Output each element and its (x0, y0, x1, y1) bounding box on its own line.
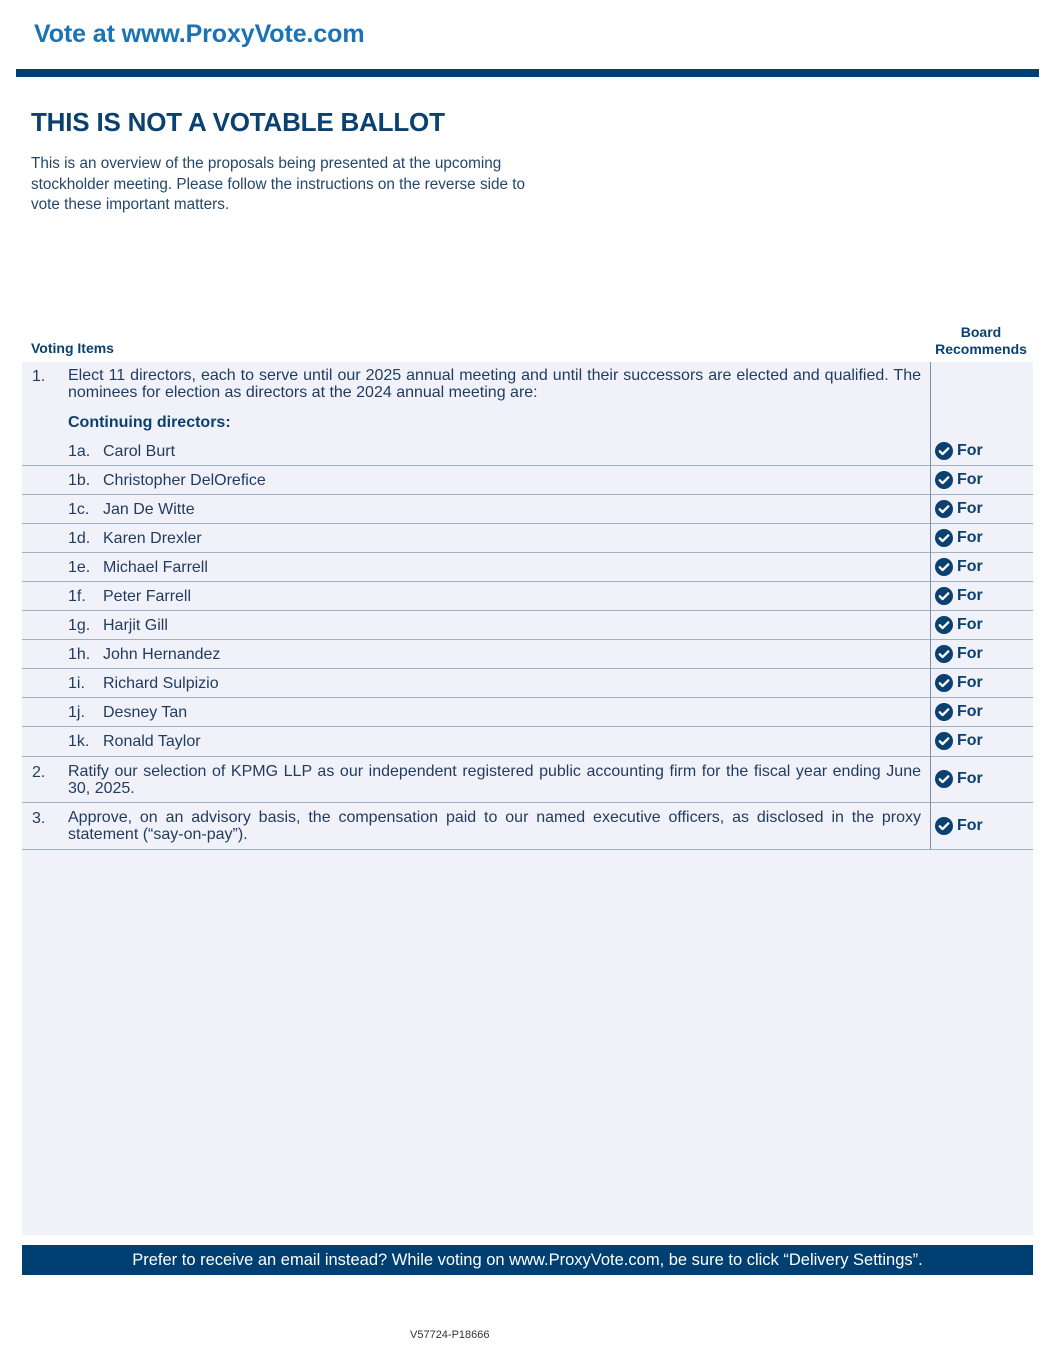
nominee-number: 1a. (68, 443, 91, 460)
nominee-row (22, 640, 1033, 669)
board-recommendation (935, 471, 983, 489)
nominee-row (22, 727, 1033, 757)
recommendation-label: For (957, 674, 983, 691)
proposal-number: 1. (32, 368, 46, 385)
check-circle-icon (935, 442, 953, 460)
nominee-row (22, 669, 1033, 698)
nominee-row (22, 466, 1033, 495)
board-recommendation (935, 703, 983, 721)
proposal-number: 2. (32, 764, 46, 781)
nominee-name: Ronald Taylor (103, 733, 201, 750)
nominee-row (22, 495, 1033, 524)
nominee-number: 1e. (68, 559, 91, 576)
nominee-name: Karen Drexler (103, 530, 202, 547)
board-recommendation (935, 770, 983, 788)
recommendation-label: For (957, 529, 983, 546)
proposal-1-row (22, 362, 1033, 466)
nominee-name: Harjit Gill (103, 617, 168, 634)
proposal-2-row (22, 757, 1033, 803)
recommendation-label: For (957, 817, 983, 834)
column-divider (930, 362, 931, 849)
nominee-row (22, 524, 1033, 553)
recommendation-label: For (957, 616, 983, 633)
check-circle-icon (935, 703, 953, 721)
recommendation-label: For (957, 703, 983, 720)
column-header-board-recommends (930, 324, 1032, 357)
check-circle-icon (935, 587, 953, 605)
nominee-row (22, 553, 1033, 582)
board-recommendation (935, 674, 983, 692)
proposal-text: Ratify our selection of KPMG LLP as our independent registered public accounting firm for the fiscal year ending June 30, 2025. (68, 763, 921, 797)
check-circle-icon (935, 471, 953, 489)
board-recommendation (935, 645, 983, 663)
email-delivery-banner: Prefer to receive an email instead? While voting on www.ProxyVote.com, be sure to click “Delivery Settings”. (22, 1245, 1033, 1275)
recommendation-label: For (957, 645, 983, 662)
nominee-number: 1c. (68, 501, 90, 518)
nominee-row (22, 582, 1033, 611)
check-circle-icon (935, 770, 953, 788)
proposal-text: Elect 11 directors, each to serve until our 2025 annual meeting and until their successors are elected and qualified. The nominees for election as directors at the 2024 annual meeting are: (68, 367, 921, 401)
column-header-voting-items: Voting Items (31, 340, 114, 356)
recommendation-label: For (957, 471, 983, 488)
intro-paragraph: This is an overview of the proposals being presented at the upcoming stockholder meeting. Please follow the instructions on the reverse side to vote these important matters. (31, 155, 526, 213)
board-recommendation (935, 500, 983, 518)
continuing-directors-heading: Continuing directors: (68, 414, 231, 431)
check-circle-icon (935, 645, 953, 663)
nominee-name: John Hernandez (103, 646, 221, 663)
board-recommendation (935, 732, 983, 750)
board-recommendation (935, 616, 983, 634)
proposal-3-row (22, 803, 1033, 850)
column-header-board-line1: Board (960, 324, 1002, 340)
nominee-name: Peter Farrell (103, 588, 192, 605)
nominee-name: Carol Burt (103, 443, 176, 460)
check-circle-icon (935, 529, 953, 547)
recommendation-label: For (957, 500, 983, 517)
board-recommendation (935, 587, 983, 605)
nominee-number: 1k. (68, 733, 90, 750)
header-rule (16, 69, 1039, 77)
nominee-name: Michael Farrell (103, 559, 208, 576)
nominee-name: Jan De Witte (103, 501, 195, 518)
recommendation-label: For (957, 442, 983, 459)
check-circle-icon (935, 732, 953, 750)
nominee-number: 1g. (68, 617, 91, 634)
check-circle-icon (935, 616, 953, 634)
board-recommendation (935, 529, 983, 547)
check-circle-icon (935, 500, 953, 518)
check-circle-icon (935, 674, 953, 692)
board-recommendation (935, 817, 983, 835)
board-recommendation (935, 442, 983, 460)
nominee-row (22, 698, 1033, 727)
recommendation-label: For (957, 732, 983, 749)
nominee-number: 1d. (68, 530, 91, 547)
proposal-number: 3. (32, 810, 46, 827)
nominee-number: 1f. (68, 588, 86, 605)
proposal-text: Approve, on an advisory basis, the compensation paid to our named executive officers, as disclosed in the proxy statement (“say-on-pay”). (68, 809, 921, 843)
proxyvote-link[interactable]: Vote at www.ProxyVote.com (34, 20, 365, 48)
nominee-number: 1b. (68, 472, 91, 489)
nominee-number: 1i. (68, 675, 85, 692)
nominee-name: Christopher DelOrefice (103, 472, 266, 489)
nominee-name: Desney Tan (103, 704, 188, 721)
page-title: THIS IS NOT A VOTABLE BALLOT (31, 107, 445, 137)
nominee-name: Richard Sulpizio (103, 675, 219, 692)
recommendation-label: For (957, 558, 983, 575)
recommendation-label: For (957, 587, 983, 604)
nominee-row (22, 611, 1033, 640)
document-code: V57724-P18666 (410, 1329, 490, 1341)
board-recommendation (935, 558, 983, 576)
check-circle-icon (935, 558, 953, 576)
check-circle-icon (935, 817, 953, 835)
nominee-number: 1h. (68, 646, 91, 663)
nominee-number: 1j. (68, 704, 85, 721)
column-header-board-line2: Recommends (935, 340, 1027, 357)
recommendation-label: For (957, 770, 983, 787)
